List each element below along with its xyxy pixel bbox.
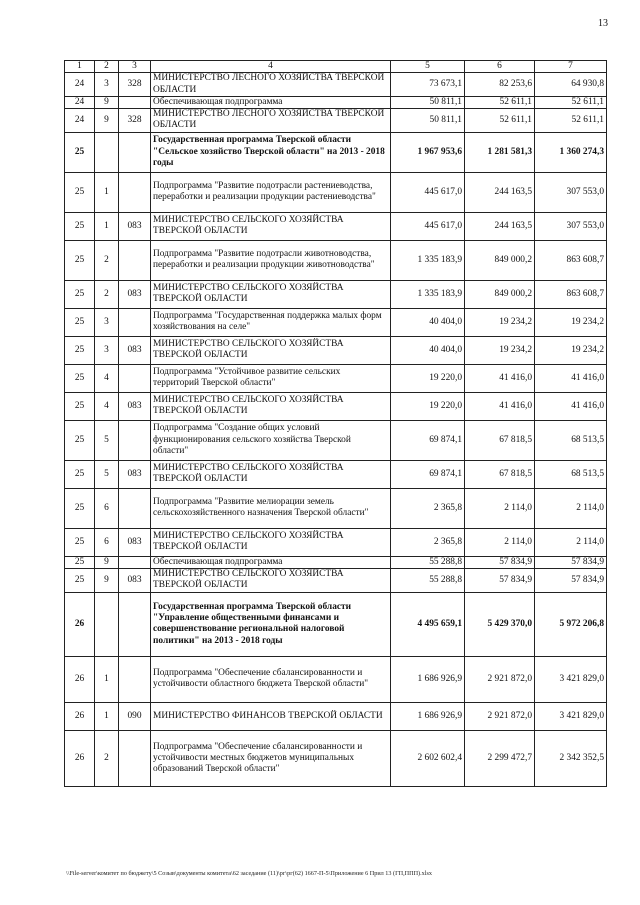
code-admin — [119, 420, 151, 460]
value-col6: 2 921 872,0 — [465, 702, 535, 730]
budget-table — [64, 60, 607, 787]
item-name: Государственная программа Тверской области "Управление общественными финансами и совершенствование региональной налоговой политики" на 2013 - 2018 годы — [151, 592, 391, 656]
code-program: 26 — [65, 592, 95, 656]
code-program: 25 — [65, 172, 95, 212]
value-col5: 19 220,0 — [391, 364, 465, 392]
code-subprogram: 4 — [95, 392, 119, 420]
code-program: 26 — [65, 730, 95, 786]
table-row — [65, 336, 607, 364]
code-program: 24 — [65, 73, 95, 97]
code-subprogram: 5 — [95, 420, 119, 460]
value-col6: 57 834,9 — [465, 556, 535, 568]
code-subprogram: 2 — [95, 240, 119, 280]
value-col7: 307 553,0 — [535, 212, 607, 240]
code-subprogram: 4 — [95, 364, 119, 392]
value-col5: 40 404,0 — [391, 308, 465, 336]
code-subprogram: 6 — [95, 488, 119, 528]
code-program: 25 — [65, 568, 95, 592]
value-col5: 4 495 659,1 — [391, 592, 465, 656]
table-row — [65, 392, 607, 420]
value-col5: 1 967 953,6 — [391, 132, 465, 172]
value-col7: 68 513,5 — [535, 420, 607, 460]
code-program: 25 — [65, 308, 95, 336]
item-name: Государственная программа Тверской области "Сельское хозяйство Тверской области" на 2013 - 2018 годы — [151, 132, 391, 172]
value-col5: 69 874,1 — [391, 460, 465, 488]
code-admin — [119, 656, 151, 702]
table-row — [65, 308, 607, 336]
item-name: Подпрограмма "Развитие подотрасли растениеводства, переработки и реализации продукции растениеводства" — [151, 172, 391, 212]
code-subprogram: 1 — [95, 172, 119, 212]
value-col6: 41 416,0 — [465, 392, 535, 420]
table-row — [65, 96, 607, 108]
value-col7: 64 930,8 — [535, 73, 607, 97]
value-col5: 69 874,1 — [391, 420, 465, 460]
code-program: 26 — [65, 656, 95, 702]
code-admin: 083 — [119, 460, 151, 488]
value-col7: 57 834,9 — [535, 556, 607, 568]
item-name: МИНИСТЕРСТВО СЕЛЬСКОГО ХОЗЯЙСТВА ТВЕРСКОЙ ОБЛАСТИ — [151, 212, 391, 240]
item-name: МИНИСТЕРСТВО ЛЕСНОГО ХОЗЯЙСТВА ТВЕРСКОЙ ОБЛАСТИ — [151, 109, 391, 133]
code-subprogram: 2 — [95, 730, 119, 786]
item-name: МИНИСТЕРСТВО СЕЛЬСКОГО ХОЗЯЙСТВА ТВЕРСКОЙ ОБЛАСТИ — [151, 460, 391, 488]
code-subprogram: 9 — [95, 568, 119, 592]
value-col6: 19 234,2 — [465, 336, 535, 364]
code-admin: 083 — [119, 392, 151, 420]
code-subprogram: 3 — [95, 336, 119, 364]
code-admin — [119, 240, 151, 280]
item-name: МИНИСТЕРСТВО СЕЛЬСКОГО ХОЗЯЙСТВА ТВЕРСКОЙ ОБЛАСТИ — [151, 280, 391, 308]
code-subprogram: 5 — [95, 460, 119, 488]
value-col6: 2 114,0 — [465, 528, 535, 556]
value-col5: 2 365,8 — [391, 528, 465, 556]
code-admin — [119, 488, 151, 528]
value-col6: 67 818,5 — [465, 460, 535, 488]
code-admin: 328 — [119, 73, 151, 97]
code-program: 26 — [65, 702, 95, 730]
code-admin: 083 — [119, 280, 151, 308]
item-name: МИНИСТЕРСТВО СЕЛЬСКОГО ХОЗЯЙСТВА ТВЕРСКОЙ ОБЛАСТИ — [151, 392, 391, 420]
value-col6: 2 114,0 — [465, 488, 535, 528]
code-admin — [119, 172, 151, 212]
code-admin — [119, 96, 151, 108]
table-row — [65, 212, 607, 240]
table-row — [65, 460, 607, 488]
code-admin: 328 — [119, 109, 151, 133]
value-col7: 863 608,7 — [535, 280, 607, 308]
value-col7: 2 342 352,5 — [535, 730, 607, 786]
item-name: МИНИСТЕРСТВО СЕЛЬСКОГО ХОЗЯЙСТВА ТВЕРСКОЙ ОБЛАСТИ — [151, 528, 391, 556]
value-col7: 57 834,9 — [535, 568, 607, 592]
value-col7: 52 611,1 — [535, 109, 607, 133]
item-name: Подпрограмма "Обеспечение сбалансированности и устойчивости областного бюджета Тверской области" — [151, 656, 391, 702]
table-row — [65, 280, 607, 308]
value-col6: 849 000,2 — [465, 280, 535, 308]
code-subprogram: 1 — [95, 702, 119, 730]
code-program: 25 — [65, 528, 95, 556]
table-row — [65, 488, 607, 528]
file-path-footer: \\File-server\комитет по бюджету\5 Созыв\документы комитета\62 заседание (11)\рг\рг(62) 1667-П-5\Приложение 6 Прил 13 (ГП,ППП).xlsx — [66, 870, 432, 877]
table-row — [65, 364, 607, 392]
value-col5: 50 811,1 — [391, 96, 465, 108]
item-name: Подпрограмма "Обеспечение сбалансированности и устойчивости местных бюджетов муниципальных образований Тверской области" — [151, 730, 391, 786]
value-col7: 68 513,5 — [535, 460, 607, 488]
code-admin — [119, 556, 151, 568]
value-col6: 5 429 370,0 — [465, 592, 535, 656]
code-program: 25 — [65, 460, 95, 488]
value-col5: 445 617,0 — [391, 172, 465, 212]
value-col6: 82 253,6 — [465, 73, 535, 97]
value-col5: 2 602 602,4 — [391, 730, 465, 786]
code-admin: 083 — [119, 336, 151, 364]
item-name: МИНИСТЕРСТВО ЛЕСНОГО ХОЗЯЙСТВА ТВЕРСКОЙ ОБЛАСТИ — [151, 73, 391, 97]
item-name: МИНИСТЕРСТВО СЕЛЬСКОГО ХОЗЯЙСТВА ТВЕРСКОЙ ОБЛАСТИ — [151, 336, 391, 364]
value-col6: 244 163,5 — [465, 212, 535, 240]
item-name: Подпрограмма "Государственная поддержка малых форм хозяйствования на селе" — [151, 308, 391, 336]
code-program: 25 — [65, 336, 95, 364]
table-row — [65, 730, 607, 786]
code-program: 25 — [65, 212, 95, 240]
value-col6: 849 000,2 — [465, 240, 535, 280]
code-admin: 083 — [119, 568, 151, 592]
value-col5: 55 288,8 — [391, 568, 465, 592]
value-col5: 55 288,8 — [391, 556, 465, 568]
code-program: 25 — [65, 420, 95, 460]
value-col6: 57 834,9 — [465, 568, 535, 592]
code-admin: 083 — [119, 212, 151, 240]
header-cell: 4 — [151, 61, 391, 73]
value-col7: 52 611,1 — [535, 96, 607, 108]
value-col7: 3 421 829,0 — [535, 656, 607, 702]
value-col5: 1 335 183,9 — [391, 280, 465, 308]
header-cell: 7 — [535, 61, 607, 73]
value-col7: 19 234,2 — [535, 336, 607, 364]
value-col6: 2 921 872,0 — [465, 656, 535, 702]
table-row — [65, 172, 607, 212]
table-row — [65, 556, 607, 568]
header-cell: 3 — [119, 61, 151, 73]
page-number: 13 — [598, 18, 608, 29]
code-admin — [119, 364, 151, 392]
header-row — [65, 61, 607, 73]
value-col7: 19 234,2 — [535, 308, 607, 336]
code-admin — [119, 730, 151, 786]
value-col5: 50 811,1 — [391, 109, 465, 133]
value-col6: 67 818,5 — [465, 420, 535, 460]
code-program: 25 — [65, 392, 95, 420]
code-program: 25 — [65, 556, 95, 568]
value-col7: 3 421 829,0 — [535, 702, 607, 730]
value-col5: 1 335 183,9 — [391, 240, 465, 280]
table-row — [65, 568, 607, 592]
value-col5: 1 686 926,9 — [391, 702, 465, 730]
code-admin: 083 — [119, 528, 151, 556]
code-admin — [119, 308, 151, 336]
code-subprogram: 1 — [95, 656, 119, 702]
code-subprogram — [95, 592, 119, 656]
code-program: 25 — [65, 364, 95, 392]
value-col5: 1 686 926,9 — [391, 656, 465, 702]
value-col7: 41 416,0 — [535, 364, 607, 392]
table-row — [65, 73, 607, 97]
value-col6: 52 611,1 — [465, 109, 535, 133]
value-col5: 73 673,1 — [391, 73, 465, 97]
code-admin — [119, 132, 151, 172]
code-subprogram: 2 — [95, 280, 119, 308]
code-subprogram — [95, 132, 119, 172]
item-name: МИНИСТЕРСТВО СЕЛЬСКОГО ХОЗЯЙСТВА ТВЕРСКОЙ ОБЛАСТИ — [151, 568, 391, 592]
value-col5: 40 404,0 — [391, 336, 465, 364]
value-col7: 1 360 274,3 — [535, 132, 607, 172]
code-program: 24 — [65, 109, 95, 133]
code-program: 25 — [65, 488, 95, 528]
code-subprogram: 9 — [95, 96, 119, 108]
item-name: Подпрограмма "Устойчивое развитие сельских территорий Тверской области" — [151, 364, 391, 392]
code-subprogram: 9 — [95, 556, 119, 568]
value-col6: 19 234,2 — [465, 308, 535, 336]
value-col5: 445 617,0 — [391, 212, 465, 240]
code-subprogram: 9 — [95, 109, 119, 133]
item-name: Подпрограмма "Создание общих условий функционирования сельского хозяйства Тверской области" — [151, 420, 391, 460]
value-col6: 1 281 581,3 — [465, 132, 535, 172]
value-col7: 5 972 206,8 — [535, 592, 607, 656]
table-row — [65, 109, 607, 133]
table-row — [65, 240, 607, 280]
code-admin — [119, 592, 151, 656]
value-col6: 244 163,5 — [465, 172, 535, 212]
table-row — [65, 528, 607, 556]
header-cell: 2 — [95, 61, 119, 73]
table-row — [65, 702, 607, 730]
value-col7: 2 114,0 — [535, 488, 607, 528]
value-col6: 52 611,1 — [465, 96, 535, 108]
item-name: Обеспечивающая подпрограмма — [151, 556, 391, 568]
code-subprogram: 3 — [95, 73, 119, 97]
table-row — [65, 132, 607, 172]
code-program: 25 — [65, 132, 95, 172]
value-col7: 863 608,7 — [535, 240, 607, 280]
header-cell: 6 — [465, 61, 535, 73]
code-program: 25 — [65, 240, 95, 280]
code-subprogram: 6 — [95, 528, 119, 556]
code-subprogram: 3 — [95, 308, 119, 336]
table-row — [65, 592, 607, 656]
table-row — [65, 656, 607, 702]
value-col5: 19 220,0 — [391, 392, 465, 420]
header-cell: 5 — [391, 61, 465, 73]
code-subprogram: 1 — [95, 212, 119, 240]
code-program: 24 — [65, 96, 95, 108]
code-admin: 090 — [119, 702, 151, 730]
value-col7: 307 553,0 — [535, 172, 607, 212]
value-col6: 2 299 472,7 — [465, 730, 535, 786]
item-name: Подпрограмма "Развитие подотрасли животноводства, переработки и реализации продукции животноводства" — [151, 240, 391, 280]
value-col5: 2 365,8 — [391, 488, 465, 528]
value-col6: 41 416,0 — [465, 364, 535, 392]
header-cell: 1 — [65, 61, 95, 73]
value-col7: 2 114,0 — [535, 528, 607, 556]
code-program: 25 — [65, 280, 95, 308]
value-col7: 41 416,0 — [535, 392, 607, 420]
item-name: Подпрограмма "Развитие мелиорации земель сельскохозяйственного назначения Тверской области" — [151, 488, 391, 528]
item-name: Обеспечивающая подпрограмма — [151, 96, 391, 108]
item-name: МИНИСТЕРСТВО ФИНАНСОВ ТВЕРСКОЙ ОБЛАСТИ — [151, 702, 391, 730]
table-row — [65, 420, 607, 460]
